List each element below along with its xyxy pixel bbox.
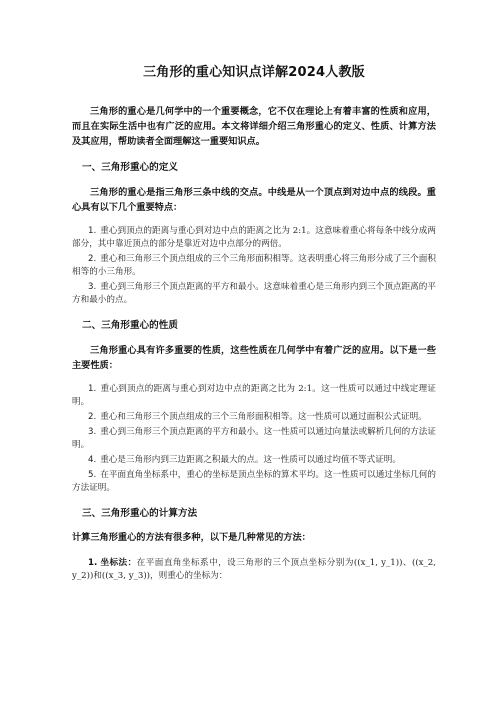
intro-paragraph: 三角形的重心是几何学中的一个重要概念，它不仅在理论上有着丰富的性质和应用，而且在实际生活中也有广泛的应用。本文将详细介绍三角形重心的定义、性质、计算方法及其应用，帮助读者全面理解这一重要知识点。 [72, 106, 436, 147]
item-text: 重心到顶点的距离与重心到对边中点的距离之比为 2:1。这意味着重心将每条中线分成两部分，其中靠近顶点的部分是靠近对边中点部分的两倍。 [72, 226, 436, 249]
page-title: 三角形的重心知识点详解2024人教版 [143, 65, 365, 80]
definition-list [72, 225, 436, 307]
item-text: 重心到三角形三个顶点距离的平方和最小。这意味着重心是三角形内到三个顶点距离的平方和最小的点。 [72, 282, 436, 305]
item-text: 在平面直角坐标系中，重心的坐标是顶点坐标的算术平均。这一性质可以通过坐标几何的方法证明。 [72, 470, 436, 493]
section-lead-definition: 三角形的重心是指三角形三条中线的交点。中线是从一个顶点到对边中点的线段。重心具有以下几个重要特点： [72, 187, 436, 213]
section-lead-properties: 三角形重心具有许多重要的性质，这些性质在几何学中有着广泛的应用。以下是一些主要性质： [72, 345, 436, 371]
item-label: 坐标法： [100, 558, 137, 568]
item-number: 1. [88, 558, 98, 568]
list-item [72, 426, 436, 452]
list-item [72, 383, 436, 409]
section-heading-calculation: 三、三角形重心的计算方法 [82, 508, 198, 519]
list-item [72, 454, 436, 467]
item-number: 1. [88, 384, 97, 394]
item-number: 3. [88, 427, 97, 437]
item-number: 4. [88, 455, 97, 465]
list-item [72, 281, 436, 307]
list-item [72, 557, 436, 583]
item-text: 重心到顶点的距离与重心到对边中点的距离之比为 2:1。这一性质可以通过中线定理证明。 [72, 384, 436, 407]
item-text: 在平面直角坐标系中，设三角形的三个顶点坐标分别为((x_1, y_1))、((x_2, y_2))和((x_3, y_3))，则重心的坐标为： [72, 558, 437, 581]
item-number: 2. [88, 412, 97, 422]
item-number: 2. [88, 254, 97, 264]
list-item [72, 469, 436, 495]
item-text: 重心和三角形三个顶点组成的三个三角形面积相等。这表明重心将三角形分成了三个面积相等的小三角形。 [72, 254, 436, 277]
item-text: 重心到三角形三个顶点距离的平方和最小。这一性质可以通过向量法或解析几何的方法证明。 [72, 427, 436, 450]
list-item [72, 253, 436, 279]
item-number: 3. [88, 282, 97, 292]
properties-list [72, 383, 436, 495]
item-text: 重心和三角形三个顶点组成的三个三角形面积相等。这一性质可以通过面积公式证明。 [100, 412, 427, 422]
list-item [72, 411, 436, 424]
section-heading-definition: 一、三角形重心的定义 [82, 162, 178, 173]
item-number: 1. [88, 226, 97, 236]
list-item [72, 225, 436, 251]
section-heading-properties: 二、三角形重心的性质 [82, 320, 178, 331]
section-lead-calculation: 计算三角形重心的方法有很多种，以下是几种常见的方法： [72, 532, 311, 543]
item-text: 重心是三角形内到三边距离之积最大的点。这一性质可以通过均值不等式证明。 [100, 455, 401, 465]
item-number: 5. [88, 470, 97, 480]
